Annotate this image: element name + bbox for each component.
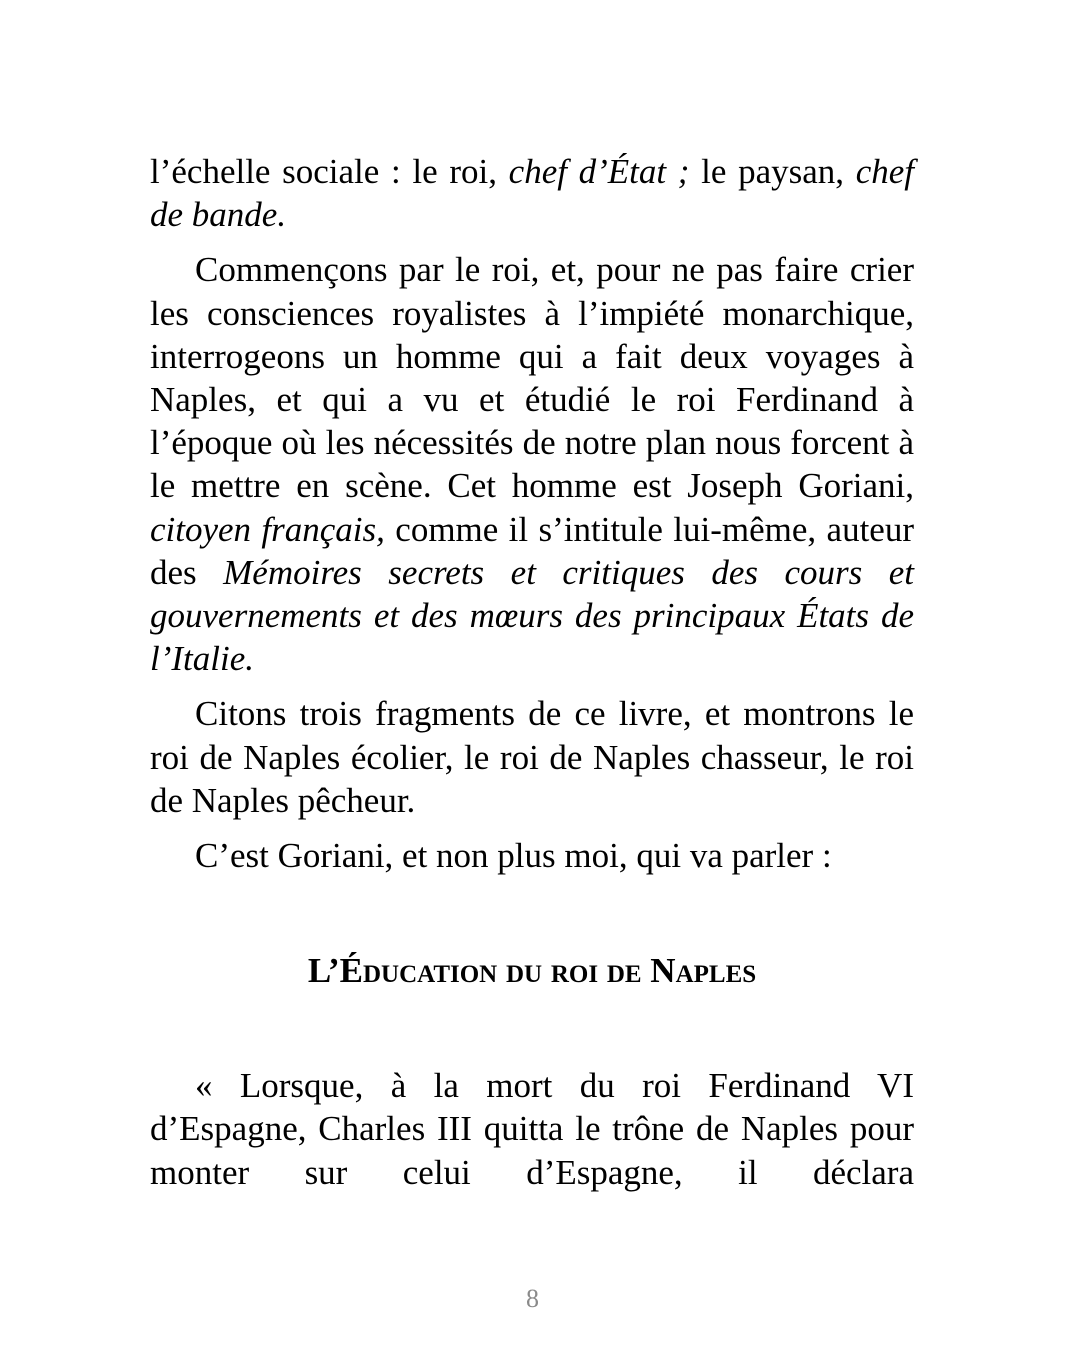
page-body: [150, 150, 914, 1206]
paragraph-1-text-2: le paysan,: [689, 152, 856, 191]
paragraph-2: [150, 248, 914, 680]
paragraph-2-text-2: comme il s’intitule lui-même, auteur des: [150, 509, 914, 592]
section-heading: L’Éducation du roi de Naples: [307, 951, 757, 991]
paragraph-2-italic-memoires-title: Mémoires secrets et critiques des cours et gouvernements et des mœurs des principaux États de l’Italie.: [150, 552, 914, 679]
paragraph-3-text: Citons trois fragments de ce livre, et montrons le roi de Naples écolier, le roi de Naples chasseur, le roi de Naples pêcheur.: [150, 694, 914, 820]
paragraph-2-italic-citoyen: citoyen français,: [150, 509, 385, 549]
paragraph-1-italic-chef-bande: chef de bande.: [150, 152, 914, 235]
paragraph-3: [150, 692, 914, 822]
page-number: 8: [526, 1284, 539, 1313]
paragraph-1-text: l’échelle sociale : le roi,: [150, 152, 509, 191]
paragraph-1: [150, 150, 914, 236]
paragraph-4: [150, 834, 914, 877]
paragraph-5-text: « Lorsque, à la mort du roi Ferdinand VI d’Espagne, Charles III quitta le trône de Naples pour monter sur celui d’Espagne, il déclara: [150, 1066, 914, 1192]
paragraph-2-text: Commençons par le roi, et, pour ne pas faire crier les consciences royalistes à l’impiété monarchique, interrogeons un homme qui a fait deux voyages à Naples, et qui a vu et étudié le roi Ferdinand à l’époque où les nécessités de notre plan nous forcent à le mettre en scène. Cet homme est Joseph Goriani,: [150, 250, 914, 506]
paragraph-1-italic-chef-etat: chef d’État ;: [508, 152, 690, 191]
paragraph-4-text: C’est Goriani, et non plus moi, qui va parler :: [195, 836, 832, 876]
paragraph-5: [150, 1064, 914, 1194]
